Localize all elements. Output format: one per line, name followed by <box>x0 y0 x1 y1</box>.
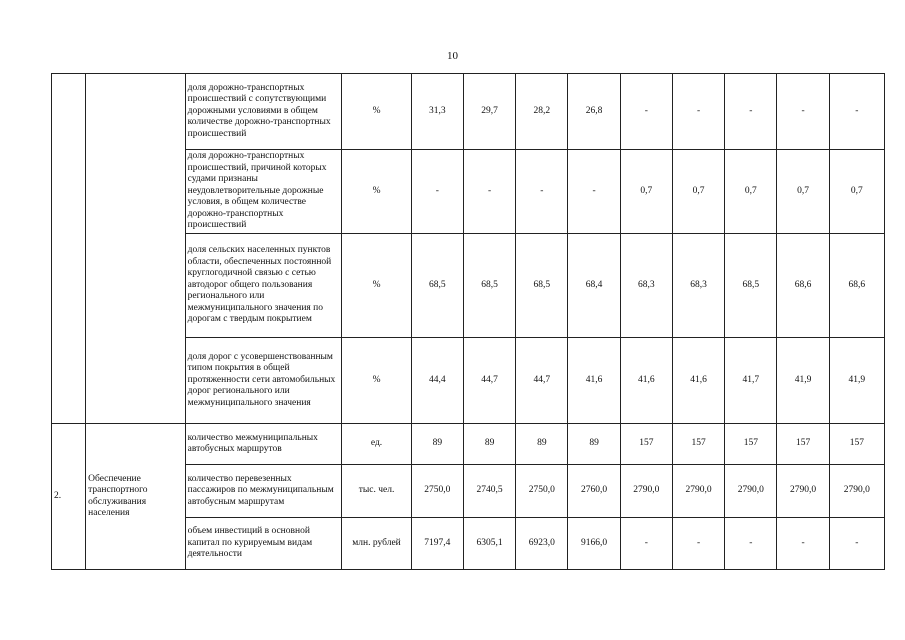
value-cell: 41,7 <box>725 338 777 424</box>
unit-cell: % <box>342 234 411 338</box>
value-cell: - <box>777 518 829 570</box>
unit-cell: % <box>342 338 411 424</box>
value-cell: 2790,0 <box>620 465 672 518</box>
indicator-cell: количество перевезенных пассажиров по межмуниципальным автобусным маршрутам <box>185 465 342 518</box>
value-cell: 68,3 <box>672 234 724 338</box>
indicator-cell: количество межмуниципальных автобусных маршрутов <box>185 424 342 465</box>
value-cell: 68,5 <box>463 234 515 338</box>
indicator-cell: доля дорожно-транспортных происшествий, причиной которых судами признаны неудовлетворительные дорожные условия, в общем количестве дорожно-транспортных происшествий <box>185 150 342 234</box>
value-cell: - <box>777 74 829 150</box>
unit-cell: % <box>342 74 411 150</box>
value-cell: - <box>829 518 884 570</box>
value-cell: 6305,1 <box>463 518 515 570</box>
value-cell: 2750,0 <box>516 465 568 518</box>
table-row <box>52 424 885 465</box>
value-cell: - <box>672 74 724 150</box>
value-cell: 0,7 <box>777 150 829 234</box>
value-cell: 68,6 <box>777 234 829 338</box>
unit-cell: тыс. чел. <box>342 465 411 518</box>
row-number-cell <box>52 74 86 424</box>
value-cell: 157 <box>725 424 777 465</box>
value-cell: 2790,0 <box>725 465 777 518</box>
value-cell: - <box>725 74 777 150</box>
unit-cell: млн. рублей <box>342 518 411 570</box>
value-cell: 157 <box>672 424 724 465</box>
value-cell: 26,8 <box>568 74 620 150</box>
value-cell: 41,9 <box>777 338 829 424</box>
value-cell: 68,4 <box>568 234 620 338</box>
value-cell: 9166,0 <box>568 518 620 570</box>
value-cell: 41,6 <box>620 338 672 424</box>
row-number-cell: 2. <box>52 424 86 570</box>
indicator-cell: объем инвестиций в основной капитал по курируемым видам деятельности <box>185 518 342 570</box>
value-cell: 157 <box>829 424 884 465</box>
value-cell: 68,5 <box>725 234 777 338</box>
goal-cell: Обеспечение транспортного обслуживания населения <box>86 424 185 570</box>
indicator-cell: доля дорожно-транспортных происшествий с сопутствующими дорожными условиями в общем количестве дорожно-транспортных происшествий <box>185 74 342 150</box>
value-cell: 44,7 <box>516 338 568 424</box>
value-cell: 2750,0 <box>411 465 463 518</box>
value-cell: 68,5 <box>516 234 568 338</box>
value-cell: - <box>620 74 672 150</box>
indicators-table <box>51 73 885 570</box>
value-cell: 2790,0 <box>777 465 829 518</box>
value-cell: - <box>672 518 724 570</box>
value-cell: 41,9 <box>829 338 884 424</box>
indicator-cell: доля сельских населенных пунктов области, обеспеченных постоянной круглогодичной связью с сетью автодорог общего пользования регионального или межмуниципального значения по дорогам с твердым покрытием <box>185 234 342 338</box>
page-number: 10 <box>447 50 458 62</box>
table-row <box>52 74 885 150</box>
goal-cell <box>86 74 185 424</box>
value-cell: 0,7 <box>829 150 884 234</box>
value-cell: - <box>725 518 777 570</box>
value-cell: 7197,4 <box>411 518 463 570</box>
value-cell: - <box>411 150 463 234</box>
value-cell: 44,7 <box>463 338 515 424</box>
value-cell: - <box>516 150 568 234</box>
value-cell: 157 <box>620 424 672 465</box>
value-cell: 89 <box>411 424 463 465</box>
value-cell: 41,6 <box>672 338 724 424</box>
value-cell: 6923,0 <box>516 518 568 570</box>
value-cell: 157 <box>777 424 829 465</box>
value-cell: - <box>829 74 884 150</box>
unit-cell: ед. <box>342 424 411 465</box>
value-cell: 0,7 <box>725 150 777 234</box>
value-cell: 68,6 <box>829 234 884 338</box>
value-cell: 31,3 <box>411 74 463 150</box>
value-cell: 29,7 <box>463 74 515 150</box>
value-cell: 2790,0 <box>672 465 724 518</box>
unit-cell: % <box>342 150 411 234</box>
value-cell: 2760,0 <box>568 465 620 518</box>
value-cell: - <box>620 518 672 570</box>
value-cell: 41,6 <box>568 338 620 424</box>
value-cell: 0,7 <box>672 150 724 234</box>
value-cell: 44,4 <box>411 338 463 424</box>
value-cell: 0,7 <box>620 150 672 234</box>
value-cell: 68,3 <box>620 234 672 338</box>
value-cell: 89 <box>568 424 620 465</box>
value-cell: 89 <box>516 424 568 465</box>
value-cell: - <box>568 150 620 234</box>
value-cell: 2790,0 <box>829 465 884 518</box>
value-cell: 2740,5 <box>463 465 515 518</box>
value-cell: 89 <box>463 424 515 465</box>
value-cell: - <box>463 150 515 234</box>
indicator-cell: доля дорог с усовершенствованным типом покрытия в общей протяженности сети автомобильных дорог регионального или межмуниципального значения <box>185 338 342 424</box>
value-cell: 28,2 <box>516 74 568 150</box>
value-cell: 68,5 <box>411 234 463 338</box>
